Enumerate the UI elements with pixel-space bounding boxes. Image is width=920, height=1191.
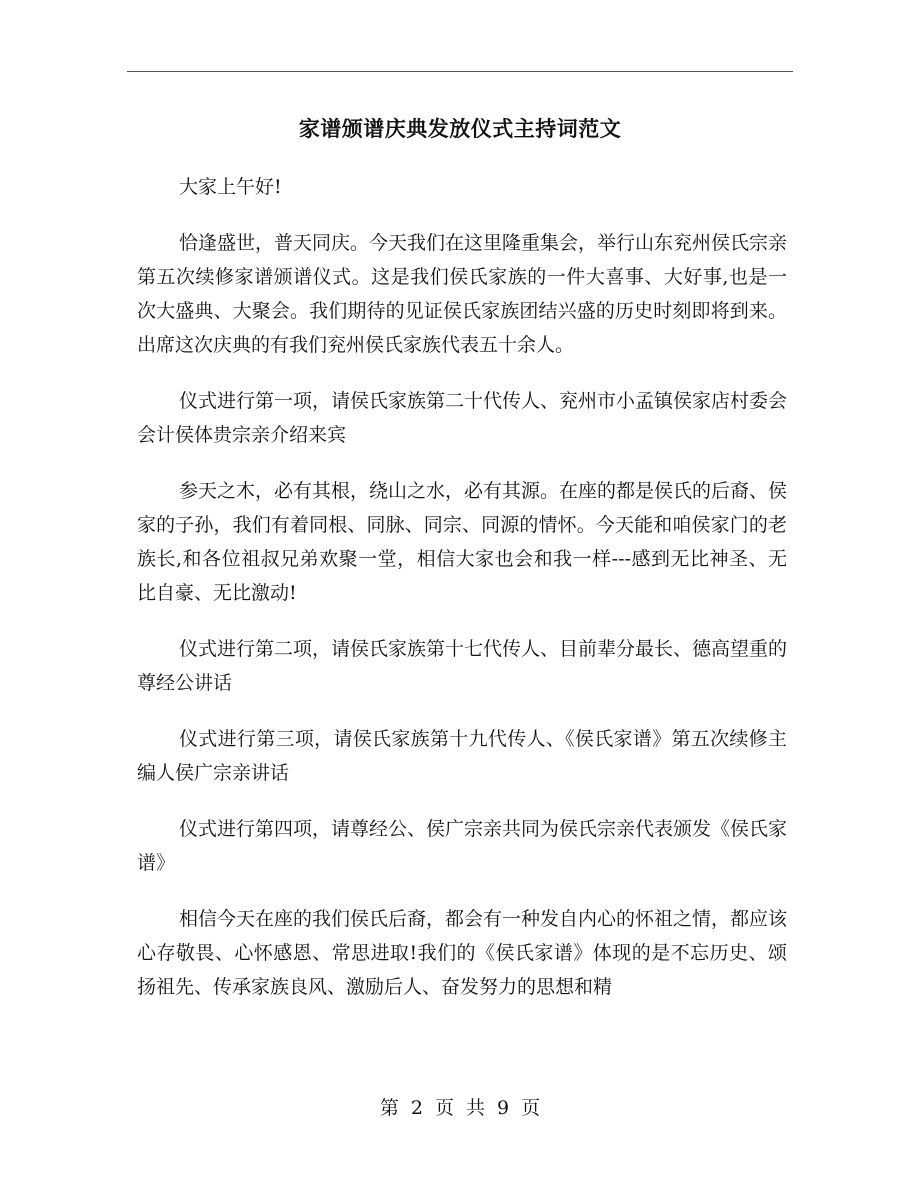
document-body (137, 170, 787, 1026)
paragraph-opening: 恰逢盛世，普天同庆。今天我们在这里隆重集会，举行山东兖州侯氏宗亲第五次续修家谱颁谱仪式。这是我们侯氏家族的一件大喜事、大好事,也是一次大盛典、大聚会。我们期待的见证侯氏家族团结兴盛的历史时刻即将到来。出席这次庆典的有我们兖州侯氏家族代表五十余人。 (137, 232, 788, 356)
paragraph-greeting: 大家上午好! (179, 176, 282, 198)
header-rule (127, 71, 793, 72)
paragraph-item-two: 仪式进行第二项，请侯氏家族第十七代传人、目前辈分最长、德高望重的尊经公讲话 (137, 638, 788, 694)
page-number-footer: 第 2 页 共 9 页 (379, 1097, 541, 1119)
paragraph-item-one: 仪式进行第一项，请侯氏家族第二十代传人、兖州市小孟镇侯家店村委会会计侯体贵宗亲介绍来宾 (137, 390, 788, 446)
paragraph-item-four: 仪式进行第四项，请尊经公、侯广宗亲共同为侯氏宗亲代表颁发《侯氏家谱》 (137, 818, 788, 874)
paragraph-roots: 参天之木，必有其根，绕山之水，必有其源。在座的都是侯氏的后裔、侯家的子孙，我们有着同根、同脉、同宗、同源的情怀。今天能和咱侯家门的老族长,和各位祖叔兄弟欢聚一堂，相信大家也会和我一样---感到无比神圣、无比自豪、无比激动! (137, 480, 788, 604)
paragraph-item-three: 仪式进行第三项，请侯氏家族第十九代传人、《侯氏家谱》第五次续修主编人侯广宗亲讲话 (137, 728, 787, 784)
document-title: 家谱颁谱庆典发放仪式主持词范文 (298, 117, 622, 141)
paragraph-closing: 相信今天在座的我们侯氏后裔，都会有一种发自内心的怀祖之情，都应该心存敬畏、心怀感恩、常思进取!我们的《侯氏家谱》体现的是不忘历史、颂扬祖先、传承家族良风、激励后人、奋发努力的思想和精 (137, 908, 788, 998)
